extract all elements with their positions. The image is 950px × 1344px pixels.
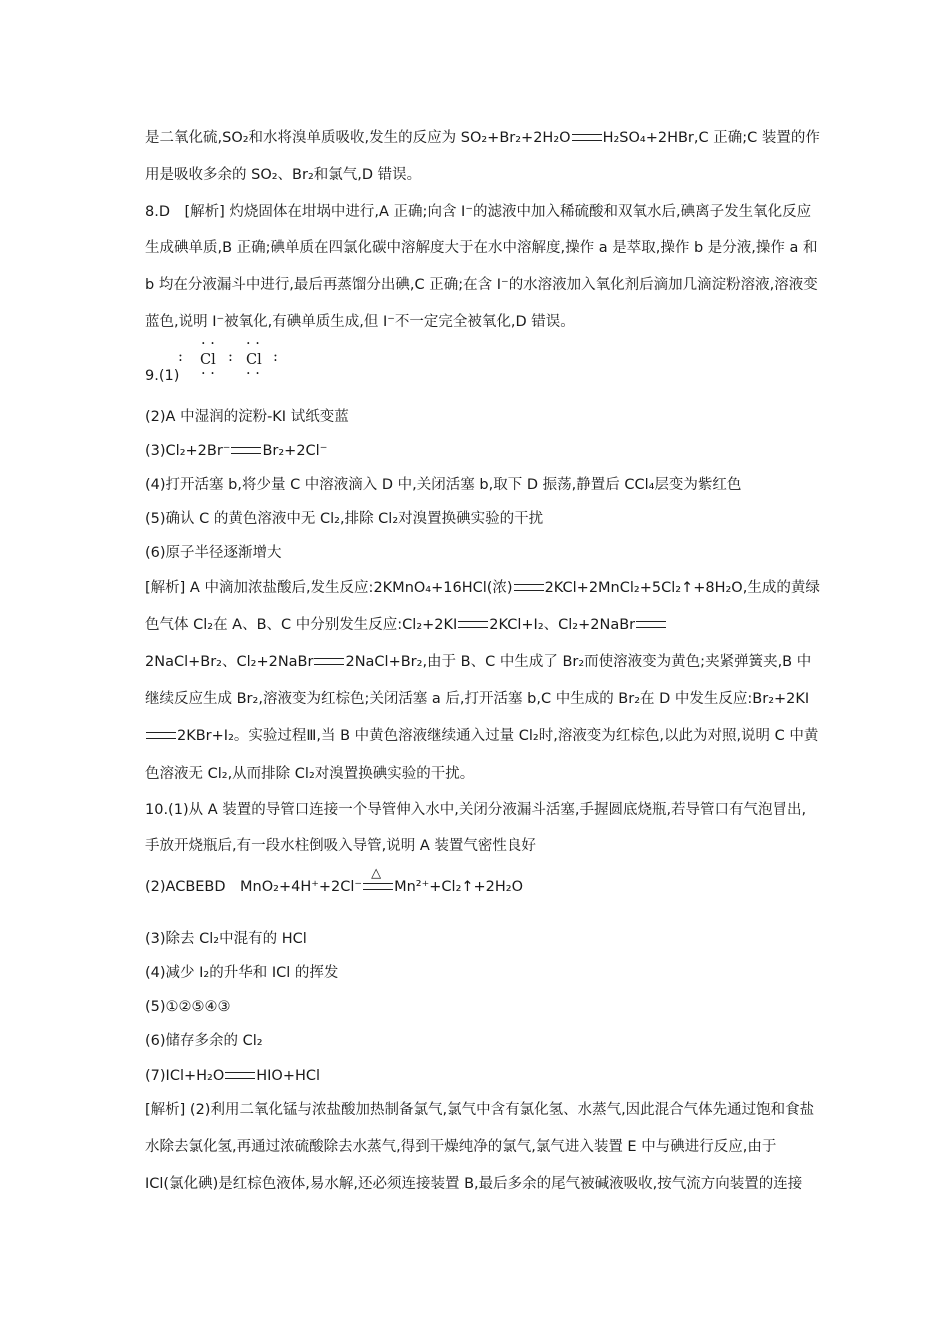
text-line: (4)打开活塞 b,将少量 C 中溶液滴入 D 中,关闭活塞 b,取下 D 振荡,静置后 CCl₄层变为紫红色	[145, 477, 742, 493]
lewis-atom: Cl	[200, 352, 216, 368]
reaction-equals-sign	[146, 732, 176, 739]
text-line: [解析] A 中滴加浓盐酸后,发生反应:2KMnO₄+16HCl(浓) 2KCl+2MnCl₂+5Cl₂↑+8H₂O,生成的黄绿	[145, 580, 820, 596]
lewis-atom: Cl	[246, 352, 262, 368]
text-line: (2)A 中湿润的淀粉-KI 试纸变蓝	[145, 409, 349, 425]
reaction-equals-sign	[572, 134, 602, 141]
text-line: 生成碘单质,B 正确;碘单质在四氯化碳中溶解度大于在水中溶解度,操作 a 是萃取,操作 b 是分液,操作 a 和	[145, 240, 818, 256]
text-line: 继续反应生成 Br₂,溶液变为红棕色;关闭活塞 a 后,打开活塞 b,C 中生成的 Br₂在 D 中发生反应:Br₂+2KI	[145, 691, 810, 707]
cl2-lewis-structure: : · · Cl · · : · · Cl · · :	[178, 336, 278, 382]
text-line: 色气体 Cl₂在 A、B、C 中分别发生反应:Cl₂+2KI 2KCl+I₂、Cl₂+2NaBr	[145, 615, 667, 635]
text-line: (3)除去 Cl₂中混有的 HCl	[145, 931, 307, 947]
text-line: [解析] (2)利用二氧化锰与浓盐酸加热制备氯气,氯气中含有氯化氢、水蒸气,因此混合气体先通过饱和食盐	[145, 1102, 815, 1118]
reaction-equals-sign	[458, 621, 488, 628]
text-line: 8.D [解析] 灼烧固体在坩埚中进行,A 正确;向含 I⁻的滤液中加入稀硫酸和双氧水后,碘离子发生氧化反应	[145, 204, 812, 220]
heat-triangle-icon: △	[371, 865, 382, 881]
answer-label: 9.(1)	[145, 368, 180, 384]
text-line: b 均在分液漏斗中进行,最后再蒸馏分出碘,C 正确;在含 I⁻的水溶液加入氧化剂后滴加几滴淀粉溶液,溶液变	[145, 277, 818, 293]
text-line: (6)储存多余的 Cl₂	[145, 1033, 263, 1049]
reaction-equals-sign	[231, 447, 261, 454]
text-line: (4)减少 I₂的升华和 ICl 的挥发	[145, 965, 339, 981]
text-line: (3)Cl₂+2Br⁻ Br₂+2Cl⁻	[145, 443, 328, 459]
text-line: 色溶液无 Cl₂,从而排除 Cl₂对溴置换碘实验的干扰。	[145, 766, 475, 782]
text-line: (2)ACBEBD MnO₂+4H⁺+2Cl⁻ △ Mn²⁺+Cl₂↑+2H₂O	[145, 865, 524, 895]
text-line: (7)ICl+H₂O HIO+HCl	[145, 1068, 321, 1084]
text-line: ICl(氯化碘)是红棕色液体,易水解,还必须连接装置 B,最后多余的尾气被碱液吸收,按气流方向装置的连接	[145, 1176, 803, 1192]
text-line: 手放开烧瓶后,有一段水柱倒吸入导管,说明 A 装置气密性良好	[145, 838, 536, 854]
reaction-equals-sign	[636, 621, 666, 628]
text-line: 2KBr+I₂。实验过程Ⅲ,当 B 中黄色溶液继续通入过量 Cl₂时,溶液变为红棕色,以此为对照,说明 C 中黄	[145, 726, 818, 746]
text-line: (5)确认 C 的黄色溶液中无 Cl₂,排除 Cl₂对溴置换碘实验的干扰	[145, 511, 544, 527]
heating-equals-sign	[363, 865, 393, 890]
reaction-equals-sign	[314, 658, 344, 665]
text-line: 10.(1)从 A 装置的导管口连接一个导管伸入水中,关闭分液漏斗活塞,手握圆底烧瓶,若导管口有气泡冒出,	[145, 802, 807, 818]
reaction-equals-sign	[514, 584, 544, 591]
text-line: 蓝色,说明 I⁻被氧化,有碘单质生成,但 I⁻不一定完全被氧化,D 错误。	[145, 314, 575, 330]
text-line: (5)①②⑤④③	[145, 999, 231, 1015]
text-line: (6)原子半径逐渐增大	[145, 545, 282, 561]
text-line: 用是吸收多余的 SO₂、Br₂和氯气,D 错误。	[145, 167, 422, 183]
text-line: 2NaCl+Br₂、Cl₂+2NaBr 2NaCl+Br₂,由于 B、C 中生成了 Br₂而使溶液变为黄色;夹紧弹簧夹,B 中	[145, 654, 812, 670]
text-line: 水除去氯化氢,再通过浓硫酸除去水蒸气,得到干燥纯净的氯气,氯气进入装置 E 中与碘进行反应,由于	[145, 1139, 777, 1155]
text-line: 是二氧化硫,SO₂和水将溴单质吸收,发生的反应为 SO₂+Br₂+2H₂O H₂SO₄+2HBr,C 正确;C 装置的作	[145, 130, 820, 146]
reaction-equals-sign	[225, 1072, 255, 1079]
